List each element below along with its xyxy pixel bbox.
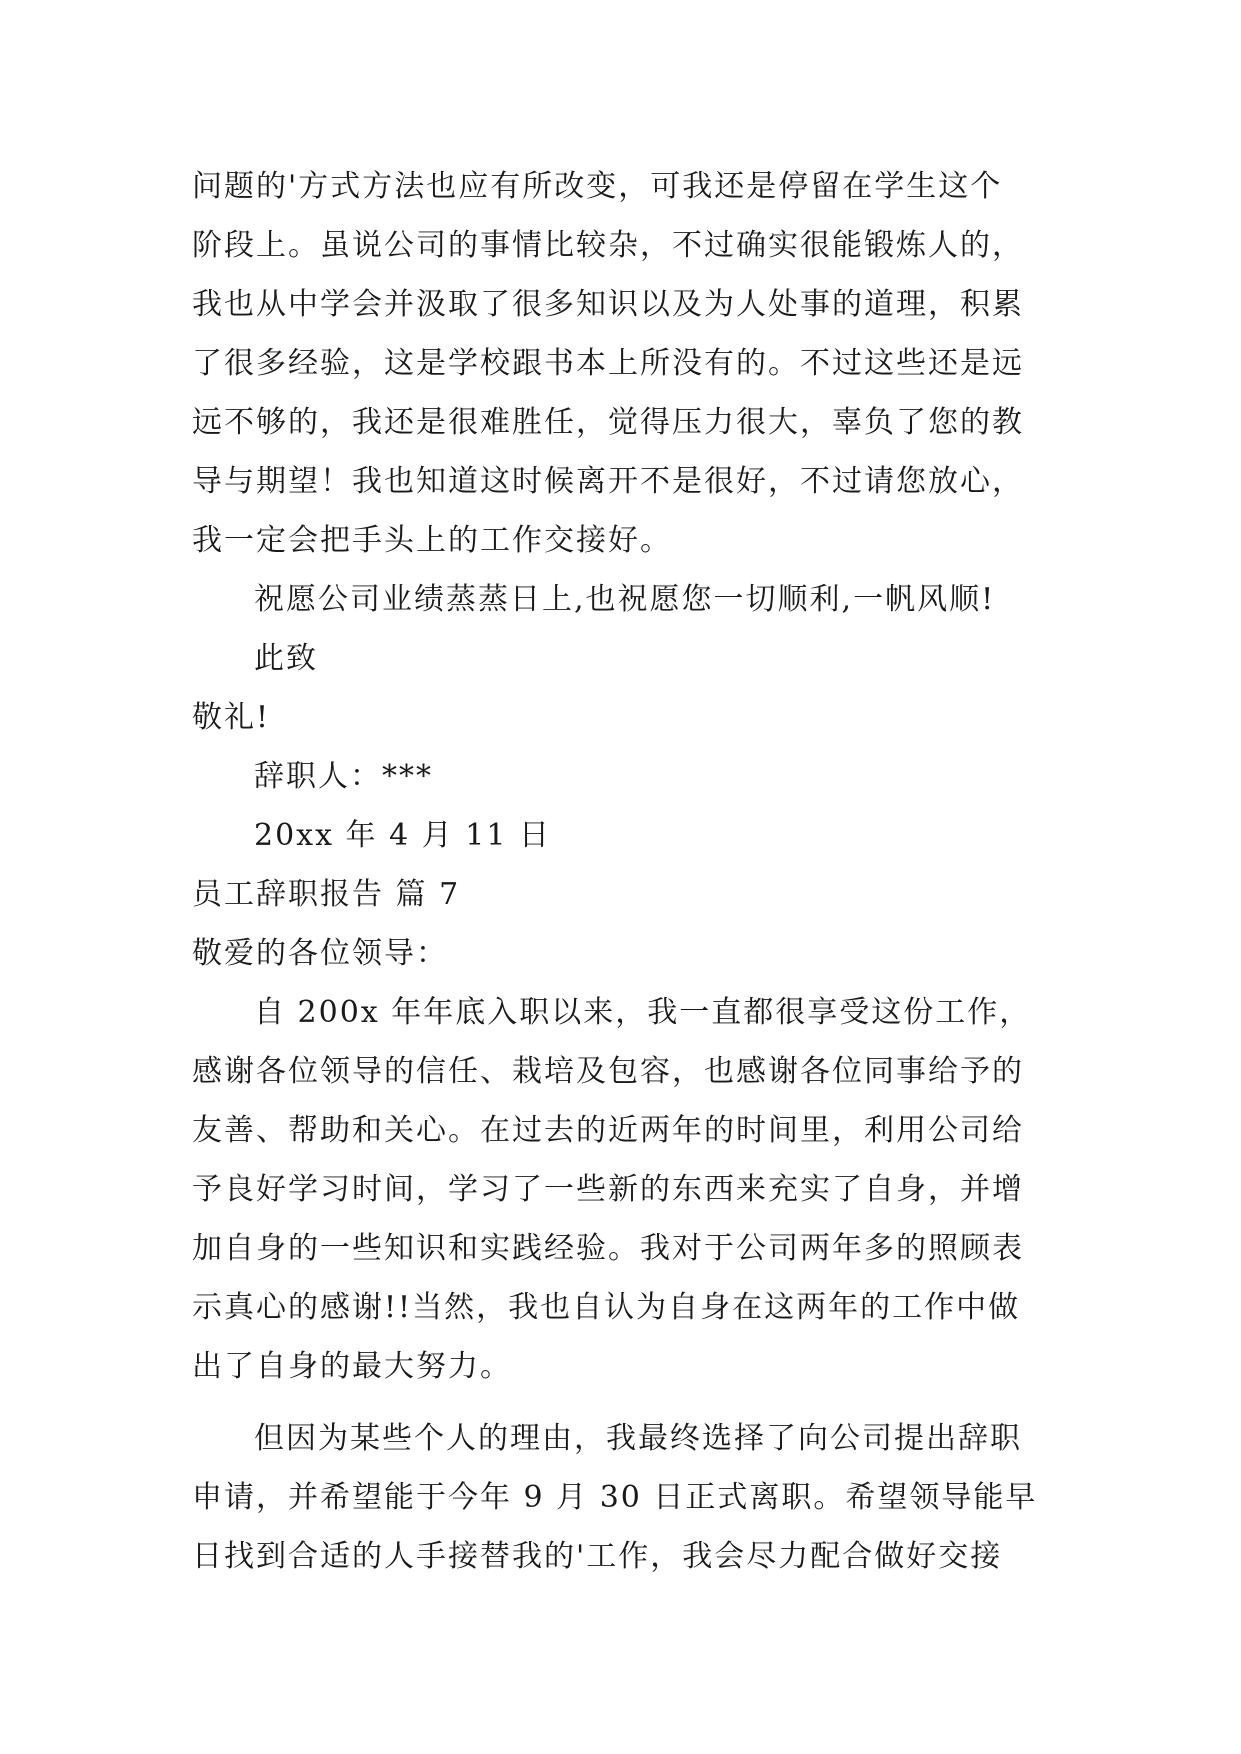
text-line: 予良好学习时间，学习了一些新的东西来充实了自身，并增: [192, 1172, 1024, 1207]
paragraph-reason: [192, 1409, 1062, 1586]
text-line: 自 200x 年年底入职以来，我一直都很享受这份工作，: [254, 995, 1032, 1030]
salutation: 敬爱的各位领导：: [192, 936, 448, 971]
text-line: 示真心的感谢!!当然，我也自认为自身在这两年的工作中做: [192, 1290, 1021, 1325]
signer-line: 辞职人：***: [254, 759, 433, 794]
text-line: 但因为某些个人的理由，我最终选择了向公司提出辞职: [254, 1421, 1022, 1456]
text-line: 阶段上。虽说公司的事情比较杂，不过确实很能锻炼人的，: [192, 228, 1024, 263]
text-line: 导与期望！我也知道这时候离开不是很好，不过请您放心，: [192, 464, 1024, 499]
text-line: 远不够的，我还是很难胜任，觉得压力很大，辜负了您的教: [192, 405, 1024, 440]
section-title: 员工辞职报告 篇 7: [192, 877, 461, 912]
document-body: [192, 157, 1062, 1586]
wishes-line: 祝愿公司业绩蒸蒸日上,也祝愿您一切顺利,一帆风顺!: [254, 582, 996, 617]
text-line: 友善、帮助和关心。在过去的近两年的时间里，利用公司给: [192, 1113, 1024, 1148]
text-line: 问题的'方式方法也应有所改变，可我还是停留在学生这个: [192, 169, 1003, 204]
text-line: 感谢各位领导的信任、栽培及包容，也感谢各位同事给予的: [192, 1054, 1024, 1089]
paragraph-intro: [192, 983, 1062, 1396]
text-line: 了很多经验，这是学校跟书本上所没有的。不过这些还是远: [192, 346, 1024, 381]
text-line: 加自身的一些知识和实践经验。我对于公司两年多的照顾表: [192, 1231, 1024, 1266]
date-line: 20xx 年 4 月 11 日: [254, 818, 551, 853]
closing-line: 此致: [254, 641, 318, 676]
paragraph-continued: [192, 157, 1062, 570]
closing-regards: 敬礼!: [192, 700, 271, 735]
text-line: 出了自身的最大努力。: [192, 1349, 512, 1384]
text-line: 我也从中学会并汲取了很多知识以及为人处事的道理，积累: [192, 287, 1024, 322]
text-line: 申请，并希望能于今年 9 月 30 日正式离职。希望领导能早: [192, 1480, 1038, 1515]
text-line: 日找到合适的人手接替我的'工作，我会尽力配合做好交接: [192, 1539, 1003, 1574]
text-line: 我一定会把手头上的工作交接好。: [192, 523, 672, 558]
